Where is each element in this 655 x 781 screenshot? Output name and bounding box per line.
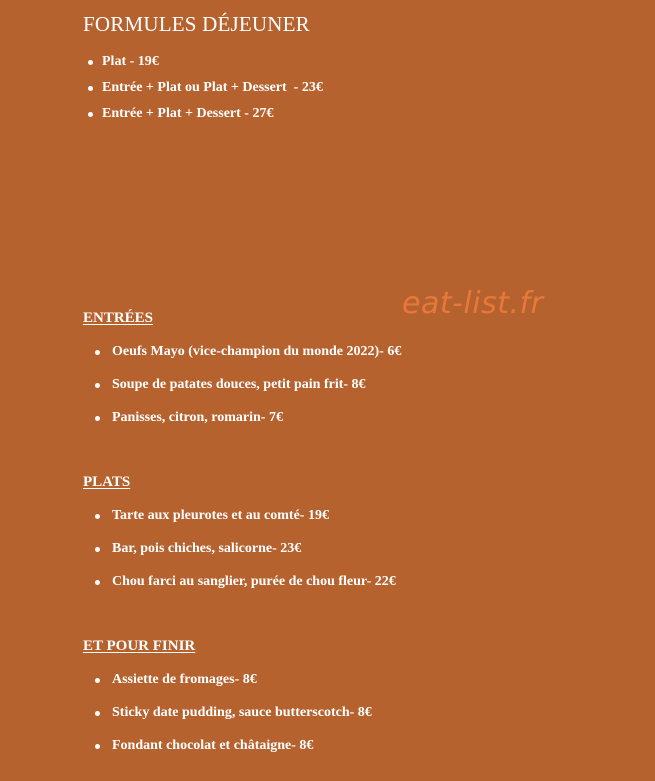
menu-item: Panisses, citron, romarin- 7€: [94, 408, 401, 441]
plats-section-title: PLATS: [83, 474, 131, 490]
lunch-formulas-list: [84, 52, 323, 130]
entrees-list: [94, 342, 401, 441]
eat-list-watermark: eat-list.fr: [402, 286, 544, 321]
menu-item: Oeufs Mayo (vice-champion du monde 2022)- 6€: [94, 342, 401, 375]
lunch-formula-item: Entrée + Plat + Dessert - 27€: [84, 104, 323, 130]
menu-item: Tarte aux pleurotes et au comté- 19€: [94, 506, 396, 539]
lunch-formula-item: Entrée + Plat ou Plat + Dessert - 23€: [84, 78, 323, 104]
plats-list: [94, 506, 396, 605]
menu-item: Soupe de patates douces, petit pain frit- 8€: [94, 375, 401, 408]
desserts-section-title: ET POUR FINIR: [83, 638, 196, 654]
menu-item: Sticky date pudding, sauce butterscotch- 8€: [94, 703, 372, 736]
menu-item: Bar, pois chiches, salicorne- 23€: [94, 539, 396, 572]
menu-item: Chou farci au sanglier, purée de chou fleur- 22€: [94, 572, 396, 605]
entrees-section-title: ENTRÉES: [83, 310, 154, 326]
lunch-formulas-title: FORMULES DÉJEUNER: [83, 12, 310, 36]
lunch-formula-item: Plat - 19€: [84, 52, 323, 78]
menu-item: Assiette de fromages- 8€: [94, 670, 372, 703]
menu-item: Fondant chocolat et châtaigne- 8€: [94, 736, 372, 769]
desserts-list: [94, 670, 372, 769]
